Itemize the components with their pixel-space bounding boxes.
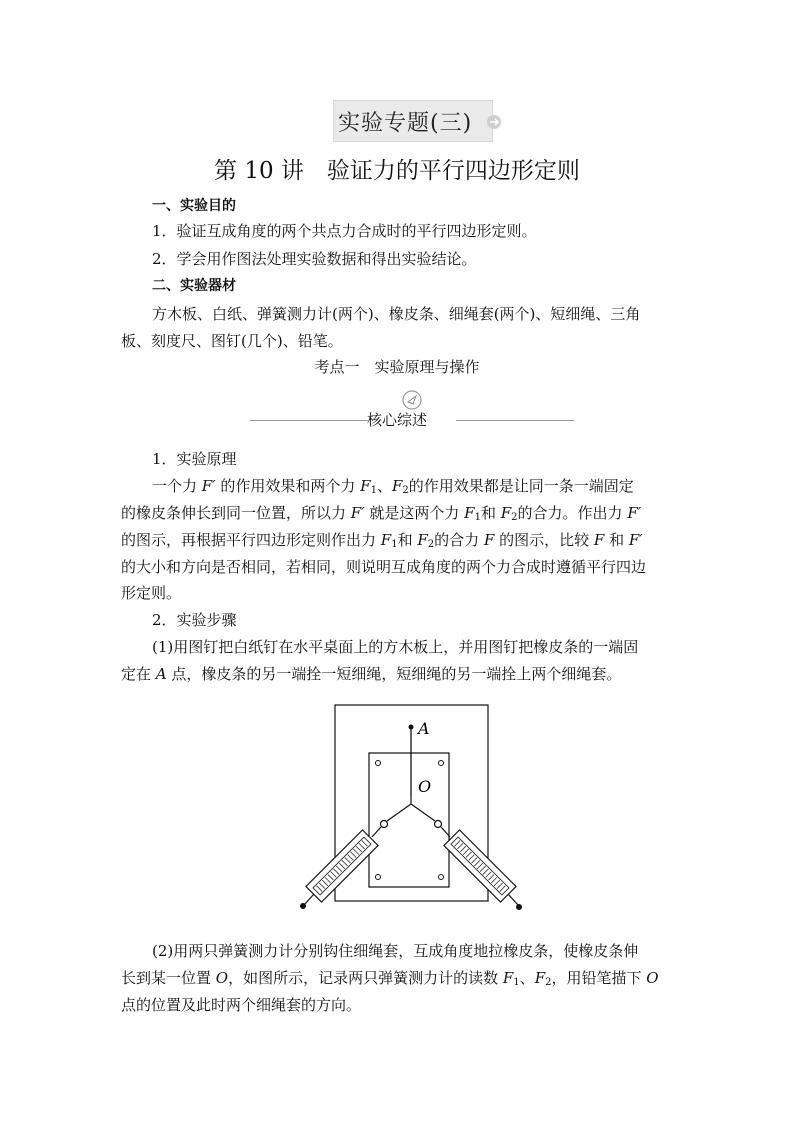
heading-principle: 1．实验原理	[152, 450, 237, 468]
heading-steps: 2．实验步骤	[152, 611, 237, 629]
banner-title: 实验专题(三)	[338, 111, 473, 136]
pin-top-left	[376, 761, 381, 766]
hand-point-left	[300, 903, 306, 909]
banner-arrow-icon	[484, 110, 504, 134]
label-O: O	[418, 777, 432, 796]
pin-top-right	[439, 761, 444, 766]
heading-equipment: 二、实验器材	[152, 278, 236, 294]
spring-scale-left	[306, 830, 378, 902]
heading-purpose: 一、实验目的	[152, 198, 236, 214]
principle-line-4: 的大小和方向是否相同，若相同，则说明互成角度的两个力合成时遵循平行四边	[121, 558, 647, 576]
principle-line-1: 一个力 F′ 的作用效果和两个力 $F_1$、$F_2$的作用效果都是让同一条一端固定	[152, 477, 634, 496]
string-right	[411, 804, 435, 821]
core-summary-icon	[401, 389, 423, 411]
topic-heading: 考点一 实验原理与操作	[314, 358, 480, 376]
experiment-figure	[290, 700, 540, 922]
step2-line-2: 长到某一位置 O，如图所示，记录两只弹簧测力计的读数 $F_1$、$F_2$，用铅笔描下 O	[121, 969, 659, 988]
equipment-line-2: 板、刻度尺、图钉(几个)、铅笔。	[121, 332, 343, 350]
principle-line-5: 形定则。	[121, 584, 182, 602]
spring-scale-right	[444, 830, 516, 902]
pin-bottom-left	[376, 875, 381, 880]
equipment-line-1: 方木板、白纸、弹簧测力计(两个)、橡皮条、细绳套(两个)、短细绳、三角	[152, 305, 641, 323]
string-left	[387, 804, 411, 821]
step1-line-2: 定在 A 点，橡皮条的另一端拴一短细绳，短细绳的另一端拴上两个细绳套。	[121, 665, 622, 683]
page-title: 第 10 讲 验证力的平行四边形定则	[214, 158, 580, 184]
principle-line-2: 的橡皮条伸长到同一位置，所以力 F′ 就是这两个力 $F_1$和 $F_2$的合力。作出力 F′	[121, 504, 642, 523]
pin-bottom-right	[439, 875, 444, 880]
white-paper	[369, 753, 449, 887]
hand-point-right	[516, 904, 522, 910]
core-summary-label: 核心综述	[366, 411, 427, 429]
purpose-item-1: 1．验证互成角度的两个共点力合成时的平行四边形定则。	[152, 222, 537, 240]
step1-line-1: (1)用图钉把白纸钉在水平桌面上的方木板上，并用图钉把橡皮条的一端固	[152, 638, 639, 656]
label-A: A	[418, 719, 430, 738]
purpose-item-2: 2．学会用作图法处理实验数据和得出实验结论。	[152, 250, 477, 268]
step2-line-3: 点的位置及此时两个细绳套的方向。	[121, 996, 362, 1014]
principle-line-3: 的图示，再根据平行四边形定则作出力 $F_1$和 $F_2$的合力 F 的图示，比较 F 和 F′	[121, 531, 643, 550]
step2-line-1: (2)用两只弹簧测力计分别钩住细绳套，互成角度地拉橡皮条，使橡皮条伸	[152, 942, 639, 960]
